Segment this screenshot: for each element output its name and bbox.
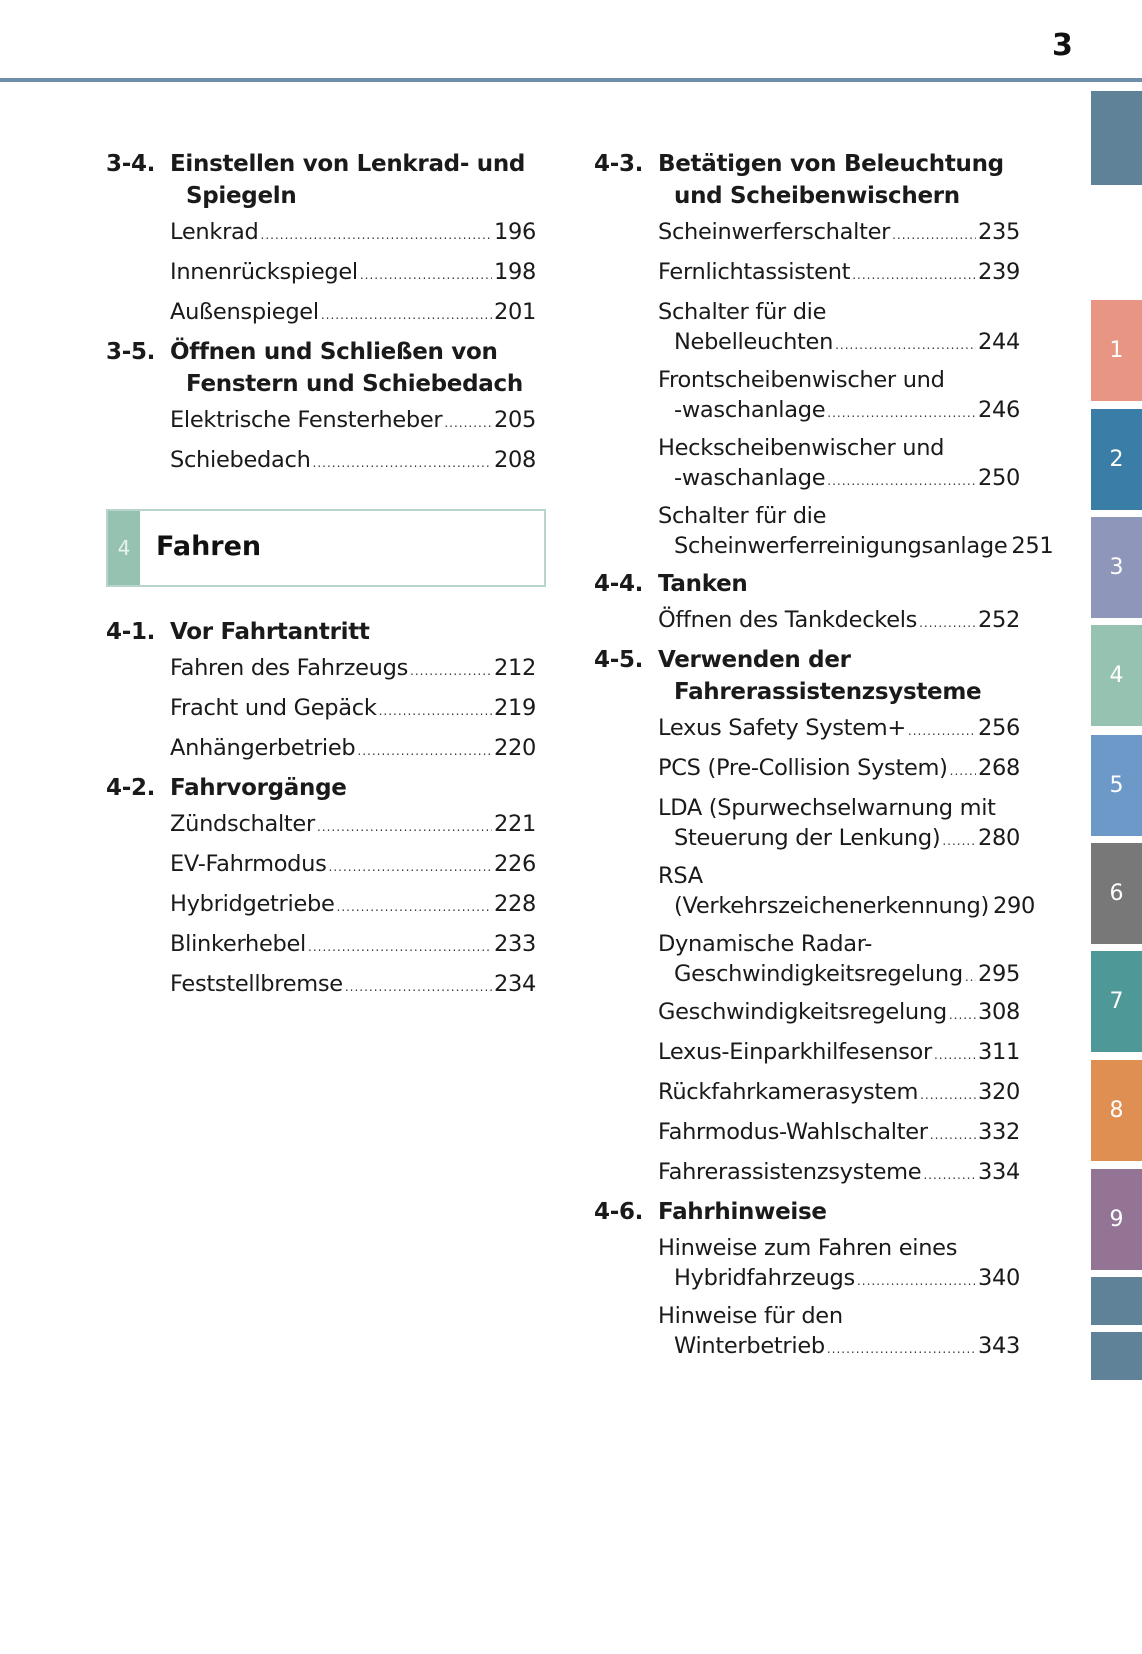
dot-leader	[313, 447, 492, 479]
entry-row	[658, 1076, 1020, 1116]
entry-row	[658, 996, 1020, 1036]
entry-row	[658, 256, 1020, 296]
entry-page-number[interactable]: 280	[977, 825, 1020, 851]
dot-leader	[930, 1119, 976, 1151]
entry-label: EV-Fahrmodus	[170, 851, 327, 877]
dot-leader	[852, 259, 976, 291]
entry-row	[658, 752, 1020, 792]
entry-label: Zündschalter	[170, 811, 315, 837]
entry-page-number[interactable]: 201	[493, 299, 536, 325]
toc-entry[interactable]	[658, 860, 1035, 928]
entry-row	[170, 296, 536, 336]
entry-label: Fernlichtassistent	[658, 259, 851, 285]
entry-page-number[interactable]: 228	[493, 891, 536, 917]
dot-leader	[835, 329, 976, 361]
chapter-tab-6[interactable]: 6	[1091, 843, 1142, 944]
entry-label: Hybridfahrzeugs	[674, 1265, 855, 1291]
section-title	[658, 568, 1020, 600]
entry-page-number[interactable]: 340	[977, 1265, 1020, 1291]
toc-entry[interactable]	[170, 256, 536, 296]
chapter-tab-blank[interactable]	[1091, 1332, 1142, 1380]
entry-row	[170, 888, 536, 928]
entry-label: Steuerung der Lenkung)	[674, 825, 941, 851]
dot-leader	[919, 607, 976, 639]
toc-entry[interactable]	[658, 500, 1054, 568]
section-number: 4-3.	[594, 151, 644, 177]
entry-row	[170, 808, 536, 848]
toc-entry[interactable]	[658, 1076, 1020, 1116]
chapter-tab-4[interactable]: 4	[1091, 625, 1142, 726]
entry-row	[658, 216, 1020, 256]
entry-label-line: Hinweise zum Fahren eines	[658, 1235, 958, 1261]
toc-entry[interactable]	[658, 1036, 1020, 1076]
dot-leader	[934, 1039, 976, 1071]
entry-row	[658, 712, 1020, 752]
entry-page-number[interactable]: 235	[977, 219, 1020, 245]
entry-row	[170, 968, 536, 1008]
entry-label: (Verkehrszeichenerkennung)	[674, 893, 989, 919]
toc-entry[interactable]	[170, 928, 536, 968]
toc-entry[interactable]	[658, 752, 1020, 792]
dot-leader	[827, 1333, 976, 1365]
entry-label-line: Schalter für die	[658, 503, 827, 529]
entry-row	[170, 652, 536, 692]
dot-leader	[345, 971, 492, 1003]
entry-row	[658, 394, 1020, 432]
toc-section	[594, 148, 1054, 568]
entry-label: Fahren des Fahrzeugs	[170, 655, 409, 681]
toc-entry[interactable]	[170, 652, 536, 692]
toc-entry[interactable]	[170, 444, 536, 484]
entry-page-number[interactable]: 295	[977, 961, 1020, 987]
section-entries	[106, 652, 536, 772]
section-title-line: Vor Fahrtantritt	[170, 619, 370, 645]
chapter-tab-blank[interactable]	[1091, 91, 1142, 185]
toc-section	[594, 568, 1020, 644]
entry-label: Geschwindigkeitsregelung	[658, 999, 947, 1025]
toc-entry[interactable]	[658, 604, 1020, 644]
dot-leader	[827, 465, 976, 497]
chapter-heading-box[interactable]	[106, 509, 546, 587]
section-entries	[594, 216, 1054, 568]
section-title	[170, 148, 536, 212]
section-title-line: und Scheibenwischern	[674, 183, 960, 209]
entry-page-number[interactable]: 239	[977, 259, 1020, 285]
entry-label: Fracht und Gepäck	[170, 695, 377, 721]
section-entries	[594, 1232, 1020, 1368]
entry-row	[170, 216, 536, 256]
entry-row	[658, 462, 1020, 500]
toc-section	[594, 644, 1035, 1196]
entry-row	[658, 604, 1020, 644]
section-heading[interactable]	[106, 336, 536, 400]
toc-section	[106, 616, 536, 772]
toc-section	[106, 772, 536, 1008]
chapter-tab-5[interactable]: 5	[1091, 735, 1142, 836]
toc-entry[interactable]	[658, 792, 1020, 860]
toc-entry[interactable]	[170, 296, 536, 336]
entry-row	[170, 928, 536, 968]
entry-label: Fahrmodus-Wahlschalter	[658, 1119, 928, 1145]
entry-label-line: Heckscheibenwischer und	[658, 435, 945, 461]
dot-leader	[317, 811, 492, 843]
dot-leader	[357, 735, 492, 767]
entry-label: Elektrische Fensterheber	[170, 407, 443, 433]
page-number: 3	[1052, 28, 1073, 63]
toc-entry[interactable]	[658, 296, 1020, 364]
dot-leader	[923, 1159, 976, 1191]
chapter-tab-2[interactable]: 2	[1091, 409, 1142, 510]
section-title-line: Spiegeln	[186, 183, 297, 209]
entry-row	[658, 958, 1020, 996]
entry-page-number[interactable]: 208	[493, 447, 536, 473]
section-heading[interactable]	[594, 644, 1020, 708]
entry-label: PCS (Pre-Collision System)	[658, 755, 948, 781]
section-entries	[594, 712, 1035, 1196]
dot-leader	[410, 655, 492, 687]
entry-page-number[interactable]: 212	[493, 655, 536, 681]
entry-page-number[interactable]: 251	[1011, 533, 1054, 559]
entry-label: Feststellbremse	[170, 971, 343, 997]
toc-entry[interactable]	[658, 928, 1020, 996]
entry-row	[658, 1330, 1020, 1368]
entry-label: Scheinwerferreinigungsanlage	[674, 533, 1008, 559]
entry-row	[170, 848, 536, 888]
toc-entry[interactable]	[658, 1232, 1020, 1300]
toc-entry[interactable]	[170, 692, 536, 732]
dot-leader	[892, 219, 976, 251]
entry-page-number[interactable]: 233	[493, 931, 536, 957]
entry-label: Außenspiegel	[170, 299, 319, 325]
dot-leader	[942, 825, 976, 857]
toc-left-column-after	[106, 616, 536, 1008]
toc-entry[interactable]	[170, 888, 536, 928]
chapter-number-strip: 4	[108, 511, 140, 585]
dot-leader	[949, 999, 976, 1031]
toc-section	[594, 1196, 1020, 1368]
entry-page-number[interactable]: 221	[493, 811, 536, 837]
entry-label-line: Schalter für die	[658, 299, 827, 325]
section-number: 3-4.	[106, 151, 156, 177]
section-title-line: Fahrerassistenzsysteme	[674, 679, 982, 705]
section-heading[interactable]	[106, 148, 536, 212]
entry-page-number[interactable]: 234	[493, 971, 536, 997]
entry-page-number[interactable]: 343	[977, 1333, 1020, 1359]
section-heading[interactable]	[106, 772, 536, 804]
section-heading[interactable]	[594, 568, 1020, 600]
entry-row	[658, 1116, 1020, 1156]
entry-label-line: Dynamische Radar-	[658, 931, 873, 957]
section-heading[interactable]	[594, 148, 1020, 212]
section-title-line: Öffnen und Schließen von	[170, 339, 498, 365]
entry-label: Blinkerhebel	[170, 931, 307, 957]
toc-section	[106, 336, 536, 484]
entry-page-number[interactable]: 246	[977, 397, 1020, 423]
toc-entry[interactable]	[658, 1116, 1020, 1156]
entry-label: Öffnen des Tankdeckels	[658, 607, 918, 633]
entry-page-number[interactable]: 268	[977, 755, 1020, 781]
dot-leader	[261, 219, 492, 251]
entry-row	[658, 890, 1035, 928]
entry-label: Geschwindigkeitsregelung	[674, 961, 963, 987]
chapter-tab-9[interactable]: 9	[1091, 1169, 1142, 1270]
chapter-tab-8[interactable]: 8	[1091, 1060, 1142, 1161]
dot-leader	[444, 407, 492, 439]
toc-entry[interactable]	[658, 996, 1020, 1036]
toc-entry[interactable]	[658, 216, 1020, 256]
entry-row	[170, 444, 536, 484]
section-title	[170, 772, 536, 804]
entry-row	[658, 1156, 1020, 1196]
section-title-line: Betätigen von Beleuchtung	[658, 151, 1004, 177]
section-entries	[106, 216, 536, 336]
toc-entry[interactable]	[170, 216, 536, 256]
entry-page-number[interactable]: 205	[493, 407, 536, 433]
toc-entry[interactable]	[658, 256, 1020, 296]
section-number: 3-5.	[106, 339, 156, 365]
section-title	[658, 644, 1020, 708]
toc-entry[interactable]	[658, 364, 1020, 432]
entry-row	[170, 256, 536, 296]
entry-row	[658, 326, 1020, 364]
entry-page-number[interactable]: 244	[977, 329, 1020, 355]
dot-leader	[920, 1079, 976, 1111]
entry-label: Winterbetrieb	[674, 1333, 825, 1359]
toc-section	[106, 148, 536, 336]
toc-entry[interactable]	[170, 404, 536, 444]
chapter-tab-3[interactable]: 3	[1091, 517, 1142, 618]
entry-page-number[interactable]: 332	[977, 1119, 1020, 1145]
chapter-tab-7[interactable]: 7	[1091, 951, 1142, 1052]
section-title-line: Tanken	[658, 571, 748, 597]
section-title-line: Verwenden der	[658, 647, 851, 673]
entry-row	[170, 692, 536, 732]
entry-label: -waschanlage	[674, 465, 826, 491]
entry-label-line: Hinweise für den	[658, 1303, 843, 1329]
dot-leader	[908, 715, 976, 747]
toc-left-column	[106, 148, 536, 484]
dot-leader	[360, 259, 492, 291]
entry-label-line: LDA (Spurwechselwarnung mit	[658, 795, 996, 821]
entry-page-number[interactable]: 226	[493, 851, 536, 877]
section-heading[interactable]	[106, 616, 536, 648]
entry-label: Innenrückspiegel	[170, 259, 358, 285]
entry-row	[658, 1036, 1020, 1076]
toc-entry[interactable]	[658, 712, 1020, 752]
toc-entry[interactable]	[658, 1156, 1020, 1196]
section-title	[658, 1196, 1020, 1228]
section-entries	[106, 404, 536, 484]
section-title-line: Einstellen von Lenkrad- und	[170, 151, 526, 177]
entry-row	[170, 732, 536, 772]
entry-page-number[interactable]: 219	[493, 695, 536, 721]
section-title	[658, 148, 1020, 212]
section-entries	[106, 808, 536, 1008]
section-title	[170, 616, 536, 648]
dot-leader	[965, 961, 976, 993]
entry-row	[658, 1262, 1020, 1300]
header-rule	[0, 78, 1142, 82]
entry-label: Hybridgetriebe	[170, 891, 335, 917]
entry-page-number[interactable]: 196	[493, 219, 536, 245]
entry-page-number[interactable]: 198	[493, 259, 536, 285]
section-number: 4-6.	[594, 1199, 644, 1225]
section-heading[interactable]	[594, 1196, 1020, 1228]
entry-page-number[interactable]: 290	[992, 893, 1035, 919]
toc-entry[interactable]	[170, 808, 536, 848]
entry-label: Lexus-Einparkhilfesensor	[658, 1039, 932, 1065]
entry-page-number[interactable]: 320	[977, 1079, 1020, 1105]
dot-leader	[857, 1265, 976, 1297]
section-number: 4-1.	[106, 619, 156, 645]
entry-label: Lexus Safety System+	[658, 715, 906, 741]
toc-entry[interactable]	[170, 732, 536, 772]
section-entries	[594, 604, 1020, 644]
entry-label-line: RSA	[658, 863, 703, 889]
section-number: 4-5.	[594, 647, 644, 673]
dot-leader	[950, 755, 976, 787]
entry-page-number[interactable]: 256	[977, 715, 1020, 741]
toc-entry[interactable]	[658, 432, 1020, 500]
section-title	[170, 336, 536, 400]
dot-leader	[337, 891, 492, 923]
toc-entry[interactable]	[658, 1300, 1020, 1368]
dot-leader	[379, 695, 492, 727]
entry-page-number[interactable]: 308	[977, 999, 1020, 1025]
entry-page-number[interactable]: 220	[493, 735, 536, 761]
entry-label: Nebelleuchten	[674, 329, 834, 355]
entry-label-line: Frontscheibenwischer und	[658, 367, 945, 393]
section-title-line: Fenstern und Schiebedach	[186, 371, 523, 397]
entry-row	[170, 404, 536, 444]
toc-entry[interactable]	[170, 968, 536, 1008]
entry-label: Scheinwerferschalter	[658, 219, 891, 245]
dot-leader	[329, 851, 492, 883]
entry-label: Anhängerbetrieb	[170, 735, 356, 761]
chapter-title: Fahren	[156, 531, 262, 562]
toc-entry[interactable]	[170, 848, 536, 888]
chapter-tab-blank[interactable]	[1091, 1277, 1142, 1325]
entry-page-number[interactable]: 334	[977, 1159, 1020, 1185]
toc-right-column	[594, 148, 1054, 1368]
section-title-line: Fahrhinweise	[658, 1199, 827, 1225]
entry-row	[658, 530, 1054, 568]
entry-label: Schiebedach	[170, 447, 311, 473]
entry-page-number[interactable]: 250	[977, 465, 1020, 491]
entry-row	[658, 822, 1020, 860]
dot-leader	[308, 931, 492, 963]
dot-leader	[827, 397, 976, 429]
section-number: 4-2.	[106, 775, 156, 801]
dot-leader	[321, 299, 492, 331]
entry-page-number[interactable]: 311	[977, 1039, 1020, 1065]
entry-page-number[interactable]: 252	[977, 607, 1020, 633]
entry-label: Fahrerassistenzsysteme	[658, 1159, 922, 1185]
section-title-line: Fahrvorgänge	[170, 775, 347, 801]
entry-label: Lenkrad	[170, 219, 259, 245]
entry-label: -waschanlage	[674, 397, 826, 423]
chapter-tab-1[interactable]: 1	[1091, 300, 1142, 401]
section-number: 4-4.	[594, 571, 644, 597]
entry-label: Rückfahrkamerasystem	[658, 1079, 919, 1105]
